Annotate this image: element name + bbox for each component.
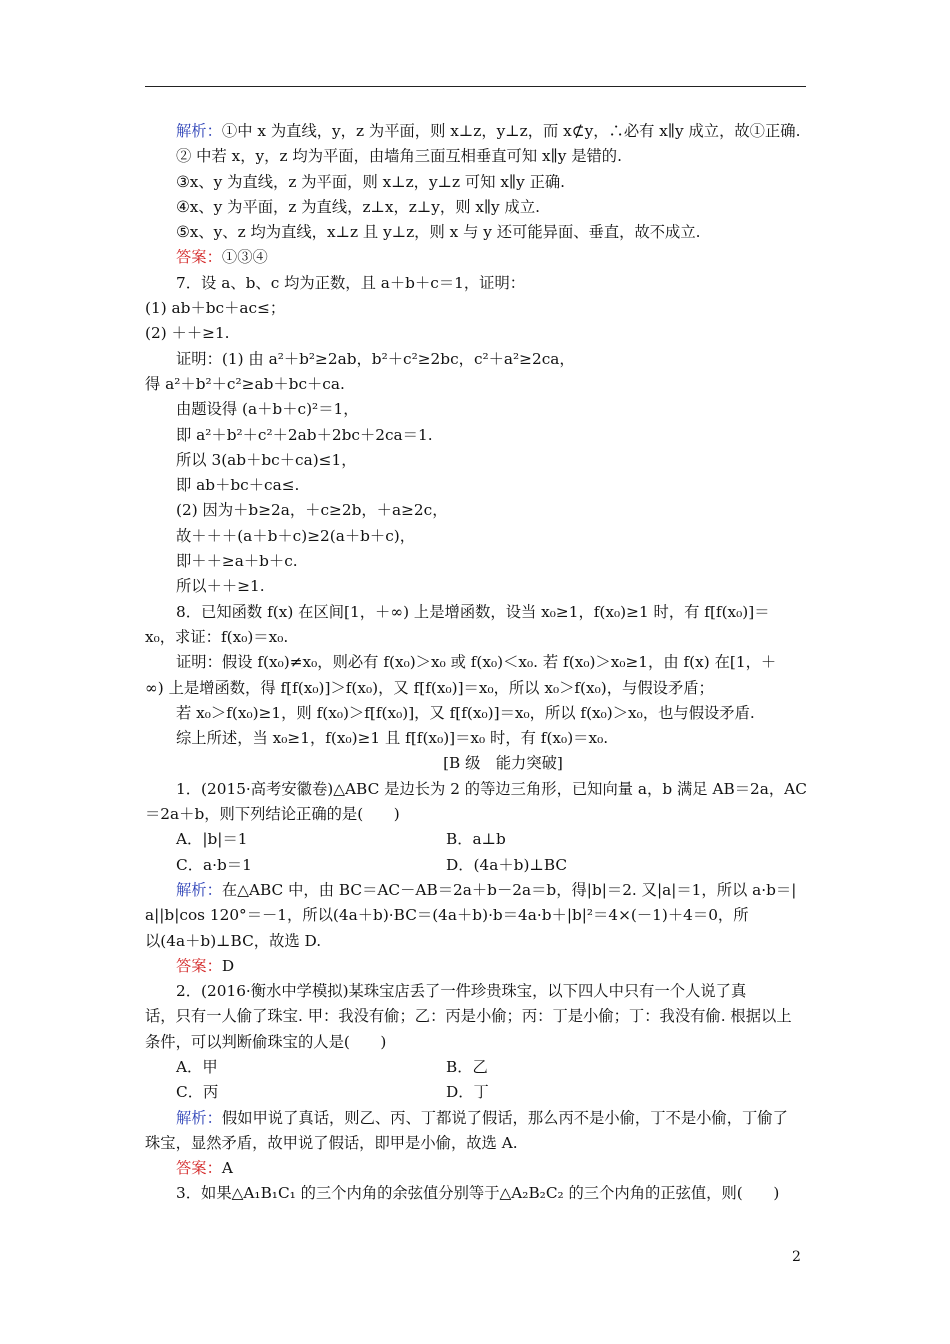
text-line: 条件，可以判断偷珠宝的人是( ) bbox=[145, 1032, 387, 1051]
text-line: 即＋＋≥a＋b＋c. bbox=[176, 552, 298, 571]
analysis-label: 解析： bbox=[176, 880, 222, 899]
option-a: A．甲 bbox=[176, 1057, 218, 1076]
text-line: a||b|cos 120°＝－1，所以(4a＋b)·BC＝(4a＋b)·b＝4a·b＋|b|²＝4×(－1)＋4＝0，所 bbox=[145, 906, 749, 925]
answer-line: 答案：D bbox=[176, 956, 235, 975]
text-line: 若 x₀＞f(x₀)≥1，则 f(x₀)＞f[f(x₀)]，又 f[f(x₀)]＝x₀，所以 f(x₀)＞x₀，也与假设矛盾. bbox=[176, 703, 755, 722]
question-b1: 1．(2015·高考安徽卷)△ABC 是边长为 2 的等边三角形，已知向量 a，b 满足 AB＝2a，AC bbox=[176, 779, 807, 798]
options-row bbox=[145, 827, 809, 852]
analysis-label: 解析： bbox=[176, 122, 222, 140]
answer-label: 答案： bbox=[176, 248, 222, 267]
analysis-line: 解析：①中 x 为直线，y，z 为平面，则 x⊥z，y⊥z，而 x⊄y，∴必有 x∥y 成立，故①正确. bbox=[176, 122, 801, 140]
question-8: 8．已知函数 f(x) 在区间[1，＋∞) 上是增函数，设当 x₀≥1，f(x₀)≥1 时，有 f[f(x₀)]＝ bbox=[176, 602, 770, 621]
text-line: ④x、y 为平面，z 为直线，z⊥x，z⊥y，则 x∥y 成立. bbox=[176, 197, 541, 216]
text-line: 所以 3(ab＋bc＋ca)≤1， bbox=[176, 450, 357, 469]
text-line: x₀，求证：f(x₀)＝x₀. bbox=[145, 627, 289, 646]
text-line: 综上所述，当 x₀≥1，f(x₀)≥1 且 f[f(x₀)]＝x₀ 时，有 f(x₀)＝x₀. bbox=[176, 729, 609, 748]
option-b: B．乙 bbox=[446, 1057, 488, 1076]
answer-line: 答案：A bbox=[176, 1159, 233, 1178]
options-row bbox=[145, 1080, 809, 1105]
page-number: 2 bbox=[792, 1249, 801, 1265]
text-line: 即 ab＋bc＋ca≤. bbox=[176, 476, 300, 495]
text-line: 证明：(1) 由 a²＋b²≥2ab，b²＋c²≥2bc，c²＋a²≥2ca， bbox=[176, 349, 575, 368]
text-line: 所以＋＋≥1. bbox=[176, 577, 265, 596]
text-line: 证明：假设 f(x₀)≠x₀，则必有 f(x₀)＞x₀ 或 f(x₀)＜x₀. 若 f(x₀)＞x₀≥1，由 f(x) 在[1，＋ bbox=[176, 653, 777, 672]
answer-label: 答案： bbox=[176, 1159, 222, 1178]
text-line: ⑤x、y、z 均为直线，x⊥z 且 y⊥z，则 x 与 y 还可能异面、垂直，故不成立. bbox=[176, 223, 701, 242]
options-row bbox=[145, 853, 809, 878]
question-b2: 2．(2016·衡水中学模拟)某珠宝店丢了一件珍贵珠宝，以下四人中只有一个人说了真 bbox=[176, 982, 747, 1001]
page-body bbox=[145, 119, 809, 1207]
question-7: 7．设 a、b、c 均为正数，且 a＋b＋c＝1，证明： bbox=[176, 273, 526, 292]
text-line: (2) ＋＋≥1. bbox=[145, 324, 230, 343]
answer-line: 答案：①③④ bbox=[176, 248, 268, 267]
text-line: 由题设得 (a＋b＋c)²＝1， bbox=[176, 400, 359, 419]
option-d: D．(4a＋b)⊥BC bbox=[446, 855, 568, 874]
option-a: A．|b|＝1 bbox=[176, 830, 248, 849]
text-line: (2) 因为＋b≥2a，＋c≥2b，＋a≥2c， bbox=[176, 501, 448, 520]
option-d: D．丁 bbox=[446, 1083, 489, 1102]
header-rule bbox=[145, 86, 806, 87]
analysis-label: 解析： bbox=[176, 1108, 222, 1127]
option-c: C．a·b＝1 bbox=[176, 855, 252, 874]
section-heading: [B 级 能力突破] bbox=[443, 754, 563, 773]
option-c: C．丙 bbox=[176, 1083, 219, 1102]
text-line: ③x、y 为直线，z 为平面，则 x⊥z，y⊥z 可知 x∥y 正确. bbox=[176, 172, 566, 191]
analysis-line: 解析：在△ABC 中，由 BC＝AC－AB＝2a＋b－2a＝b，得|b|＝2. 又|a|＝1，所以 a·b＝| bbox=[176, 880, 797, 899]
text-line: 以(4a＋b)⊥BC，故选 D. bbox=[145, 931, 322, 950]
text-line: ＝2a＋b，则下列结论正确的是( ) bbox=[145, 805, 400, 824]
option-b: B．a⊥b bbox=[446, 830, 506, 849]
analysis-line: 解析：假如甲说了真话，则乙、丙、丁都说了假话，那么丙不是小偷，丁不是小偷，丁偷了 bbox=[176, 1108, 788, 1127]
text-line: 即 a²＋b²＋c²＋2ab＋2bc＋2ca＝1. bbox=[176, 425, 433, 444]
text-line: 得 a²＋b²＋c²≥ab＋bc＋ca. bbox=[145, 374, 345, 393]
answer-label: 答案： bbox=[176, 956, 222, 975]
question-b3: 3．如果△A₁B₁C₁ 的三个内角的余弦值分别等于△A₂B₂C₂ 的三个内角的正弦值，则( ) bbox=[176, 1184, 780, 1203]
options-row bbox=[145, 1055, 809, 1080]
text-line: ∞) 上是增函数，得 f[f(x₀)]＞f(x₀)，又 f[f(x₀)]＝x₀，所以 x₀＞f(x₀)，与假设矛盾； bbox=[145, 678, 714, 697]
text-line: 话，只有一人偷了珠宝. 甲：我没有偷；乙：丙是小偷；丙：丁是小偷；丁：我没有偷. 根据以上 bbox=[145, 1007, 792, 1026]
text-line: 故＋＋＋(a＋b＋c)≥2(a＋b＋c)， bbox=[176, 526, 416, 545]
text-line: 珠宝，显然矛盾，故甲说了假话，即甲是小偷，故选 A. bbox=[145, 1133, 518, 1152]
text-line: ② 中若 x，y，z 均为平面，由墙角三面互相垂直可知 x∥y 是错的. bbox=[176, 147, 622, 166]
text-line: (1) ab＋bc＋ac≤； bbox=[145, 299, 286, 318]
